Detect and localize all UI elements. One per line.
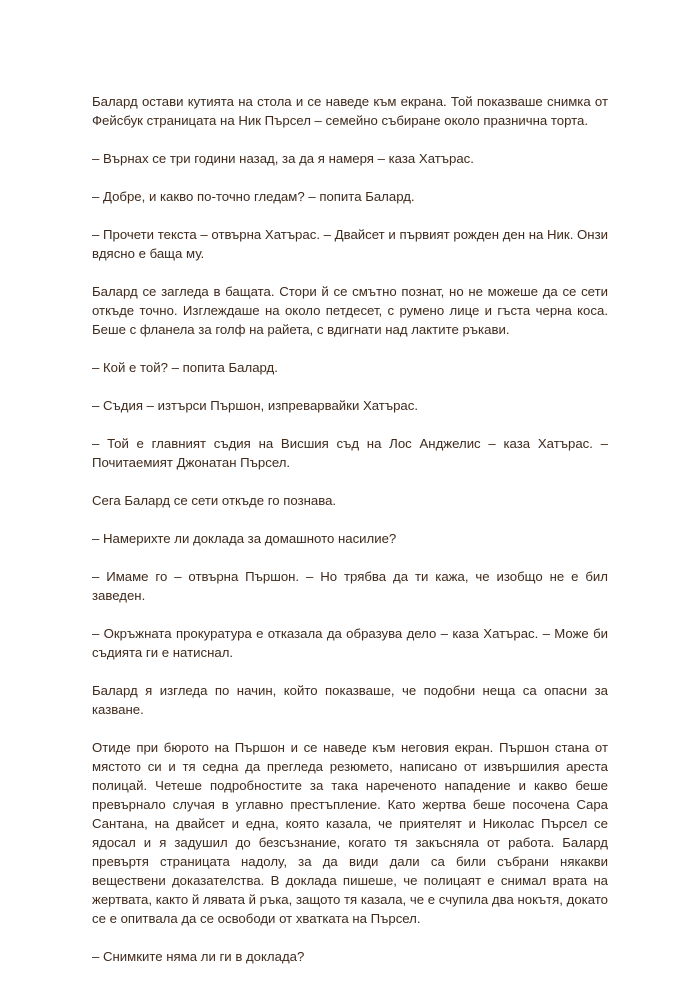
paragraph-8: – Той е главният съдия на Висшия съд на Лос Анджелис – каза Хатърас. – Почитаемият Джонатан Пърсел. bbox=[92, 436, 608, 470]
paragraph-4: – Прочети текста – отвърна Хатърас. – Двайсет и първият рожден ден на Ник. Онзи вдясно е баща му. bbox=[92, 227, 608, 261]
document-page bbox=[92, 92, 608, 985]
paragraph-15: – Снимките няма ли ги в доклада? bbox=[92, 949, 305, 964]
paragraph-1: Балард остави кутията на стола и се наведе към екрана. Той показваше снимка от Фейсбук страницата на Ник Пърсел – семейно събиране около празнична торта. bbox=[92, 94, 608, 128]
paragraph-10: – Намерихте ли доклада за домашното насилие? bbox=[92, 531, 397, 546]
paragraph-3: – Добре, и какво по-точно гледам? – попита Балард. bbox=[92, 189, 415, 204]
paragraph-13: Балард я изгледа по начин, който показваше, че подобни неща са опасни за казване. bbox=[92, 683, 608, 717]
paragraph-5: Балард се загледа в бащата. Стори й се смътно познат, но не можеше да се сети откъде точно. Изглеждаше на около петдесет, с румено лице и гъста черна коса. Беше с фланела за голф на райета, с вдигнати над лактите ръкави. bbox=[92, 284, 608, 337]
paragraph-2: – Върнах се три години назад, за да я намеря – каза Хатърас. bbox=[92, 151, 474, 166]
paragraph-6: – Кой е той? – попита Балард. bbox=[92, 360, 278, 375]
paragraph-12: – Окръжната прокуратура е отказала да образува дело – каза Хатърас. – Може би съдията ги е натиснал. bbox=[92, 626, 608, 660]
paragraph-9: Сега Балард се сети откъде го познава. bbox=[92, 493, 337, 508]
paragraph-11: – Имаме го – отвърна Пършон. – Но трябва да ти кажа, че изобщо не е бил заведен. bbox=[92, 569, 608, 603]
paragraph-7: – Съдия – изтърси Пършон, изпреварвайки Хатърас. bbox=[92, 398, 419, 413]
paragraph-14: Отиде при бюрото на Пършон и се наведе към неговия екран. Пършон стана от мястото си и тя седна да прегледа резюмето, написано от извършилия ареста полицай. Четеше подробностите за така нареченото нападение и какво беше превърнало случая в углавно престъпление. Като жертва беше посочена Сара Сантана, на двайсет и една, която казала, че приятелят и Николас Пърсел се ядосал и я задушил до безсъзнание, когато тя закъсняла от работа. Балард превъртя страницата надолу, за да види дали са били събрани някакви веществени доказателства. В доклада пишеше, че полицаят е снимал врата на жертвата, както й лявата й ръка, защото тя казала, че е счупила два нокътя, докато се е опитвала да се освободи от хватката на Пърсел. bbox=[92, 740, 608, 926]
